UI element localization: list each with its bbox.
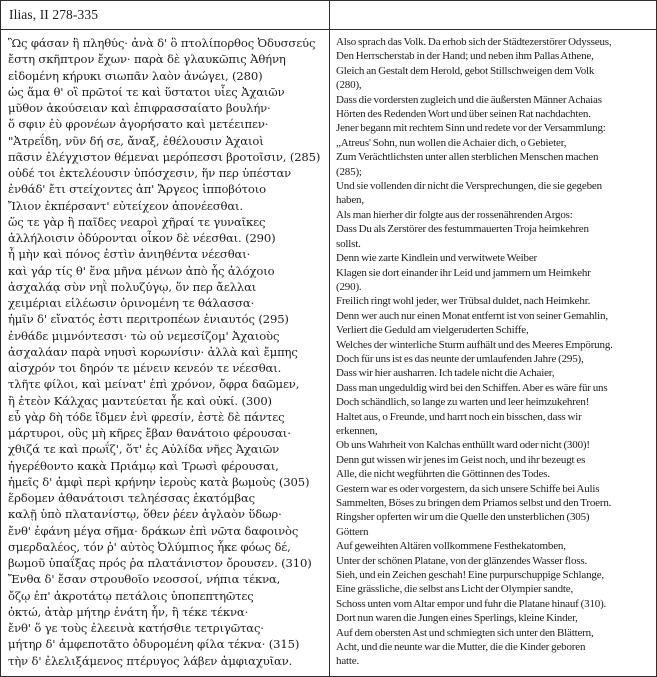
greek-verse-line: ἕρδομεν ἀθανάτοισι τεληέσσας ἑκατόμβας (8, 491, 255, 505)
german-verse-line: Freilich ringt wohl jeder, wer Trübsal duldet, nach Heimkehr. (336, 295, 591, 308)
german-verse-line: Dass man ungeduldig wird bei den Schiffen. Aber es wäre für uns (336, 381, 608, 394)
german-verse-line: Jener begann mit rechtem Sinn und redete vor der Versammlung: (336, 122, 606, 135)
german-verse-line: Doch für uns ist es das neunte der umlaufenden Jahre (295), (336, 352, 584, 365)
greek-verse-line: Ἴλιον ἐκπέρσαντ' εὐτείχεον ἀπονέεσθαι. (8, 198, 243, 213)
german-verse-line: Haltet aus, o Freunde, und harrt noch ein bisschen, dass wir (336, 410, 582, 423)
german-verse-line: Dass wir hier ausharren. Ich tadele nicht die Achaier, (336, 367, 555, 380)
german-verse-line: Auf geweihten Altären vollkommene Festhekatomben, (336, 540, 566, 553)
greek-text-cell (1, 30, 330, 676)
german-verse-line: Denn wer auch nur einen Monat entfernt ist von seiner Gemahlin, (336, 309, 608, 322)
greek-verse-line: βωμοῦ ὑπαΐξας πρός ῥα πλατάνιστον ὄρουσεν. (310) (8, 556, 312, 570)
page-title: Ilias, II 278-335 (9, 7, 99, 22)
greek-verse-line: ἢ ἐτεὸν Κάλχας μαντεύεται ἦε καὶ οὐκί. (300) (8, 393, 272, 408)
greek-verse-line: τὴν δ' ἐλελιξάμενος πτέρυγος λάβεν ἀμφιαχυῖαν. (8, 653, 293, 668)
greek-verse-line: ὅ σφιν ἐὺ φρονέων ἀγορήσατο καὶ μετέειπεν· (8, 117, 269, 132)
german-verse-line: Sieh, und ein Zeichen geschah! Eine purpurschuppige Schlange, (336, 569, 604, 582)
german-verse-line: Dort nun waren die Jungen eines Sperlings, kleine Kinder, (336, 612, 578, 625)
german-verse-line: Ob uns Wahrheit von Kalchas enthüllt ward oder nicht (300)! (336, 439, 590, 452)
greek-verse-line: σμερδαλέος, τόν ῥ' αὐτὸς Ὀλύμπιος ἧκε φόως δέ, (8, 539, 291, 554)
greek-verse-line: Ὣς φάσαν ἣ πληθύς· ἀνὰ δ' ὃ πτολίπορθος Ὀδυσσεύς (8, 36, 316, 50)
header-empty-cell (330, 1, 656, 30)
german-verse-line: erkennen, (336, 424, 378, 437)
german-verse-line: Und sie vollenden dir nicht die Versprechungen, die sie gegeben (336, 180, 602, 193)
greek-verse-line: Ἔνθα δ' ἔσαν στρουθοῖο νεοσσοί, νήπια τέκνα, (8, 572, 281, 587)
german-verse-line: Als man hierher dir folgte aus der rossenährenden Argos: (336, 208, 573, 221)
german-verse-line: „Atreus' Sohn, nun wollen die Achaier dich, o Gebieter, (336, 136, 567, 149)
greek-verse-line: ὥς τε γὰρ ἢ παῖδες νεαροὶ χῆραί τε γυναῖκες (8, 214, 266, 229)
greek-verse-line: χθιζά τε καὶ πρωΐζ', ὅτ' ἐς Αὐλίδα νῆες Ἀχαιῶν (8, 442, 280, 457)
german-verse-line: Verliert die Geduld am vielgeruderten Schiffe, (336, 324, 529, 337)
greek-verse-line: ἐνθάδε μιμνόντεσσι· τὼ οὐ νεμεσίζομ' Ἀχαιοὺς (8, 328, 280, 343)
german-verse-line: Klagen sie dort einander ihr Leid und jammern um Heimkehr (336, 266, 591, 279)
german-verse-line: Auf dem obersten Ast und schmiegten sich unter den Blättern, (336, 626, 594, 639)
greek-verse-line: ἔνθ' ὅ γε τοὺς ἐλεεινὰ κατήσθιε τετριγῶτας· (8, 621, 264, 635)
greek-verse-line: καὶ γάρ τίς θ' ἕνα μῆνα μένων ἀπὸ ἧς ἀλόχοιο (8, 263, 275, 278)
greek-verse-line: μάρτυροι, οὓς μὴ κῆρες ἔβαν θανάτοιο φέρουσαι· (8, 426, 291, 440)
greek-verse-line: μήτηρ δ' ἀμφεποτᾶτο ὀδυρομένη φίλα τέκνα· (315) (8, 637, 300, 652)
greek-verse-line: τλῆτε φίλοι, καὶ μείνατ' ἐπὶ χρόνον, ὄφρα δαῶμεν, (8, 377, 300, 392)
greek-verse-line: χειμέριαι εἰλέωσιν ὀρινομένη τε θάλασσα· (8, 296, 255, 310)
greek-verse-line: ἐνθάδ' ἔτι στείχοντες ἀπ' Ἄργεος ἱπποβότοιο (8, 182, 266, 197)
greek-verse-line: εὖ γὰρ δὴ τόδε ἴδμεν ἐνὶ φρεσίν, ἐστὲ δὲ πάντες (8, 409, 285, 424)
german-verse-line: Acht, und die neunte war die Mutter, die die Kinder geboren (336, 641, 586, 654)
german-verse-line: haben, (336, 194, 364, 207)
greek-verse-line: ὄζῳ ἐπ' ἀκροτάτῳ πετάλοις ὑποπεπτηῶτες (8, 588, 254, 603)
greek-verse-line: ἡμεῖς δ' ἀμφὶ περὶ κρήνην ἱεροὺς κατὰ βωμοὺς (305) (8, 474, 310, 489)
german-verse-line: Sammelten, Böses zu bringen dem Priamos selbst und den Troern. (336, 497, 612, 509)
german-verse-line: sollst. (336, 237, 361, 250)
greek-verse-line: εἰδομένη κήρυκι σιωπᾶν λαὸν ἀνώγει, (280) (8, 68, 263, 83)
german-verse-line: Dass Du als Zerstörer des festummauerten Troja heimkehren (336, 223, 589, 236)
german-verse-line: Doch schändlich, so lange zu warten und leer heimzukehren! (336, 396, 590, 409)
german-verse-line: hatte. (336, 655, 360, 668)
greek-verse-line: καλῇ ὑπὸ πλατανίστῳ, ὅθεν ῥέεν ἀγλαὸν ὕδωρ· (8, 507, 282, 522)
german-verse-line: Eine grässliche, die selbst ans Licht der Olympier sandte, (336, 583, 574, 596)
german-verse-line: Denn wie zarte Kindlein und verwitwete Weiber (336, 252, 538, 265)
greek-verse-line: ἡμῖν δ' εἴνατός ἐστι περιτροπέων ἐνιαυτός (295) (8, 312, 289, 327)
greek-verse-line: ἀλλήλοισιν ὀδύρονται οἶκον δὲ νέεσθαι. (290) (8, 231, 276, 245)
header-title-cell (1, 1, 330, 30)
greek-verse-line: ὀκτώ, ἀτὰρ μήτηρ ἐνάτη ἦν, ἣ τέκε τέκνα· (8, 604, 249, 619)
german-verse-line: Unter der schönen Platane, von der glänzendes Wasser floss. (336, 554, 588, 567)
greek-verse-line: οὐδέ τοι ἐκτελέουσιν ὑπόσχεσιν, ἥν περ ὑπέσταν (8, 166, 292, 180)
german-verse-line: Also sprach das Volk. Da erhob sich der Städtezerstörer Odysseus, (336, 36, 612, 48)
german-verse-line: Zum Verächtlichsten unter allen sterblichen Menschen machen (336, 151, 599, 164)
greek-verse-line: ἀσχαλάᾳ σὺν νηῒ πολυζύγῳ, ὅν περ ἄελλαι (8, 279, 257, 294)
greek-verse-line: μῦθον ἀκούσειαν καὶ ἐπιφρασσαίατο βουλήν· (8, 101, 271, 115)
german-verse-line: (280), (336, 79, 362, 92)
greek-verse-line: ἔνθ' ἐφάνη μέγα σῆμα· δράκων ἐπὶ νῶτα δαφοινὸς (8, 523, 299, 538)
greek-verse-line: "Ἀτρεΐδη, νῦν δή σε, ἄναξ, ἐθέλουσιν Ἀχαιοὶ (8, 133, 264, 148)
german-verse-line: Göttern (336, 525, 369, 538)
german-translation-cell (330, 30, 656, 676)
greek-verse-line: ἔστη σκῆπτρον ἔχων· παρὰ δὲ γλαυκῶπις Ἀθήνη (8, 52, 286, 67)
german-verse-line: Schoss unten vom Altar empor und fuhr die Platane hinauf (310). (336, 597, 607, 610)
german-verse-line: Gestern war es oder vorgestern, da sich unsere Schiffe bei Aulis (336, 482, 600, 495)
german-verse-line: Welches der winterliche Sturm aufhält und des Meeres Empörung. (336, 338, 613, 351)
greek-verse-line: αἰσχρόν τοι δηρόν τε μένειν κενεόν τε νέεσθαι. (8, 361, 282, 375)
german-verse-line: (285); (336, 165, 362, 178)
german-verse-line: (290). (336, 280, 362, 293)
german-verse-line: Hörten des Redenden Wort und über seinen Rat nachdachten. (336, 108, 591, 121)
greek-verse-line: πᾶσιν ἐλέγχιστον θέμεναι μερόπεσσι βροτοῖσιν, (285) (8, 149, 321, 164)
german-verse-line: Den Herrscherstab in der Hand; und neben ihm Pallas Athene, (336, 50, 594, 63)
german-verse-line: Alle, die nicht wegführten die Göttinnen des Todes. (336, 468, 550, 481)
greek-verse-line: ἀσχαλάαν παρὰ νηυσὶ κορωνίσιν· ἀλλὰ καὶ ἔμπης (8, 344, 298, 359)
german-verse-line: Gleich an Gestalt dem Herold, gebot Stillschweigen dem Volk (336, 64, 595, 77)
greek-verse-line: ὡς ἅμα θ' οἳ πρῶτοί τε καὶ ὕστατοι υἷες Ἀχαιῶν (8, 84, 285, 99)
german-verse-line: Dass die vordersten zugleich und die äußersten Männer Achaias (336, 93, 602, 106)
german-verse-line: Ringsher opferten wir um die Quelle den unsterblichen (305) (336, 511, 590, 524)
greek-verse-line: ἠγερέθοντο κακὰ Πριάμῳ καὶ Τρωσὶ φέρουσαι, (8, 458, 279, 473)
greek-verse-line: ἦ μὴν καὶ πόνος ἐστὶν ἀνιηθέντα νέεσθαι· (8, 247, 251, 262)
german-verse-line: Denn gut wissen wir jenes im Geist noch, und ihr bezeugt es (336, 453, 586, 466)
